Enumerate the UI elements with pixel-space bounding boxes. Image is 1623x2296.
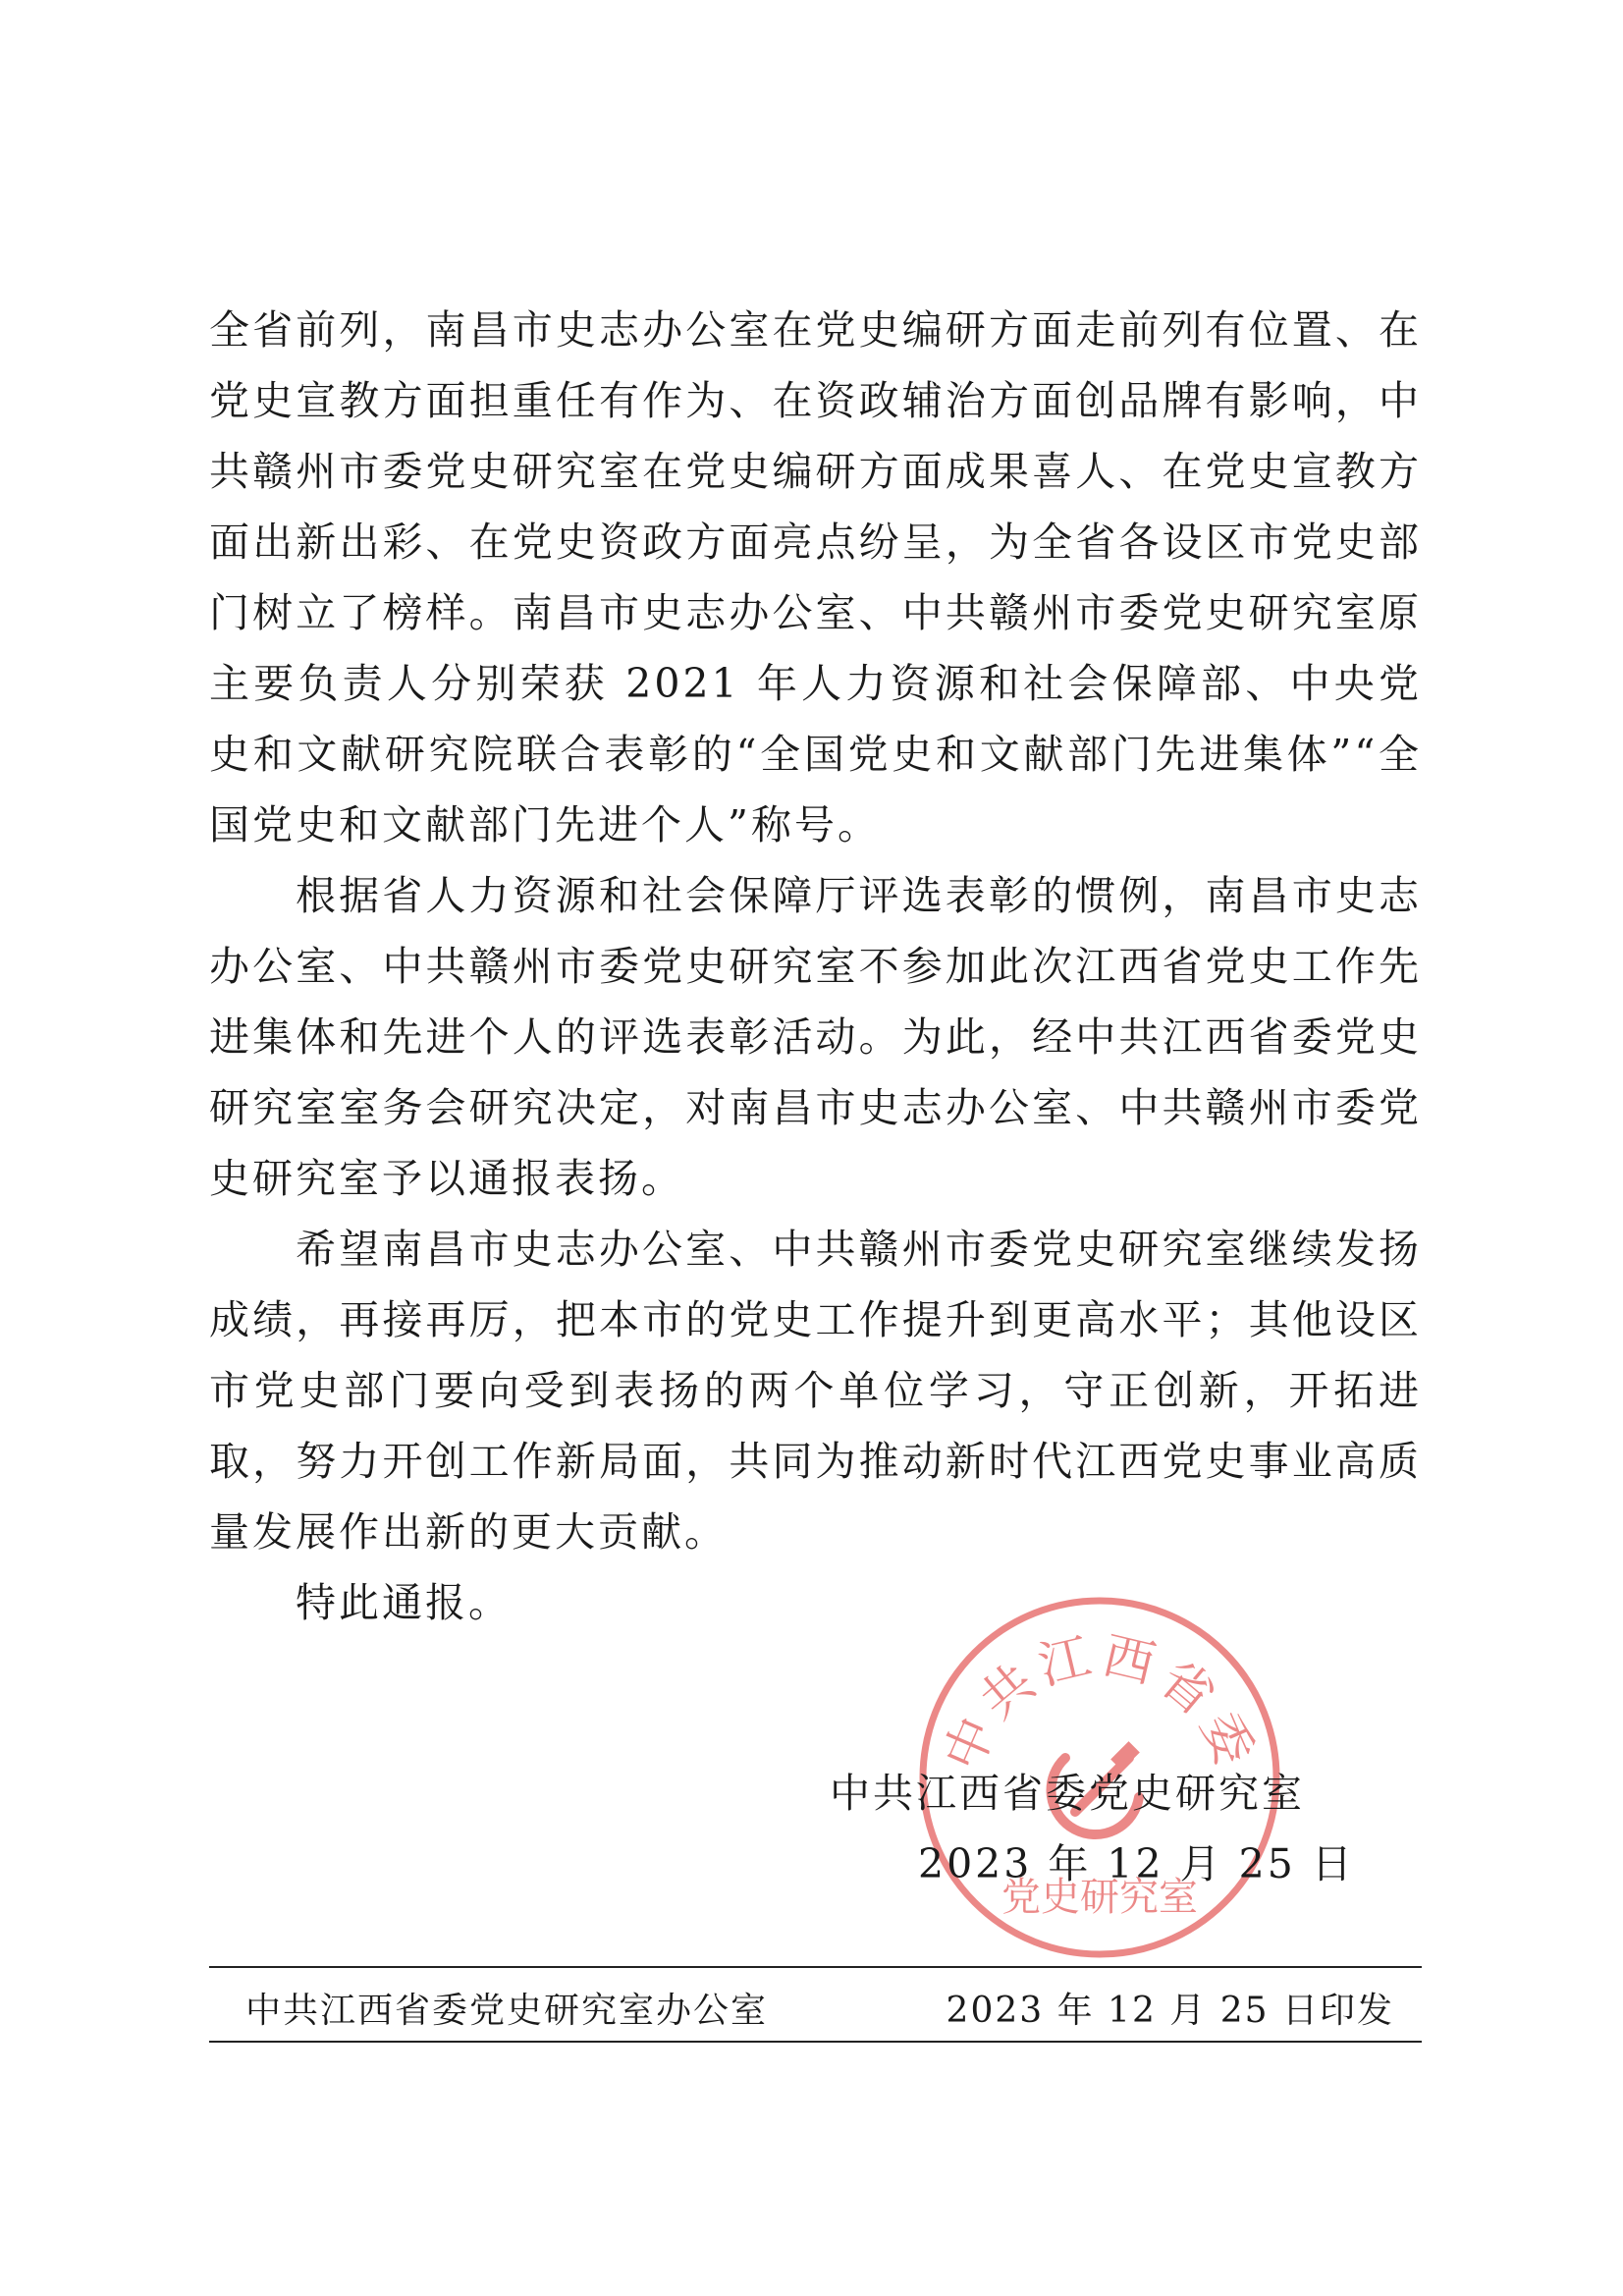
seal-bottom-text: 党史研究室 — [1001, 1875, 1198, 1920]
footer-imprint — [245, 1982, 1394, 2041]
signature-organization: 中共江西省委党史研究室 — [830, 1770, 1305, 1817]
signature-date: 2023 年 12 月 25 日 — [918, 1840, 1355, 1887]
document-body — [209, 295, 1422, 1638]
paragraph-continuation: 全省前列，南昌市史志办公室在党史编研方面走前列有位置、在党史宣教方面担重任有作为、在资政辅治方面创品牌有影响，中共赣州市委党史研究室在党史编研方面成果喜人、在党史宣教方面出新出彩、在党史资政方面亮点纷呈，为全省各设区市党史部门树立了榜样。南昌市史志办公室、中共赣州市委党史研究室原主要负责人分别荣获 2021 年人力资源和社会保障部、中央党史和文献研究院联合表彰的“全国党史和文献部门先进集体”“全国党史和文献部门先进个人”称号。 — [209, 306, 1422, 848]
paragraph-evaluation-rule: 根据省人力资源和社会保障厅评选表彰的惯例，南昌市史志办公室、中共赣州市委党史研究室不参加此次江西省党史工作先进集体和先进个人的评选表彰活动。为此，经中共江西省委党史研究室室务会研究决定，对南昌市史志办公室、中共赣州市委党史研究室予以通报表扬。 — [209, 872, 1422, 1202]
footer-issue-date: 2023 年 12 月 25 日印发 — [946, 1991, 1394, 2031]
footer-bottom-rule — [209, 2041, 1422, 2043]
footer-top-rule — [209, 1966, 1422, 1968]
paragraph-hope: 希望南昌市史志办公室、中共赣州市委党史研究室继续发扬成绩，再接再厉，把本市的党史工作提升到更高水平；其他设区市党史部门要向受到表扬的两个单位学习，守正创新，开拓进取，努力开创工作新局面，共同为推动新时代江西党史事业高质量发展作出新的更大贡献。 — [209, 1226, 1422, 1556]
svg-text:中共江西省委 — [934, 1626, 1267, 1779]
footer-issuer: 中共江西省委党史研究室办公室 — [245, 1991, 769, 2031]
seal-arc-text: 中共江西省委 — [933, 1625, 1267, 1779]
paragraph-closing: 特此通报。 — [296, 1579, 512, 1626]
signature-block — [830, 1758, 1419, 1899]
